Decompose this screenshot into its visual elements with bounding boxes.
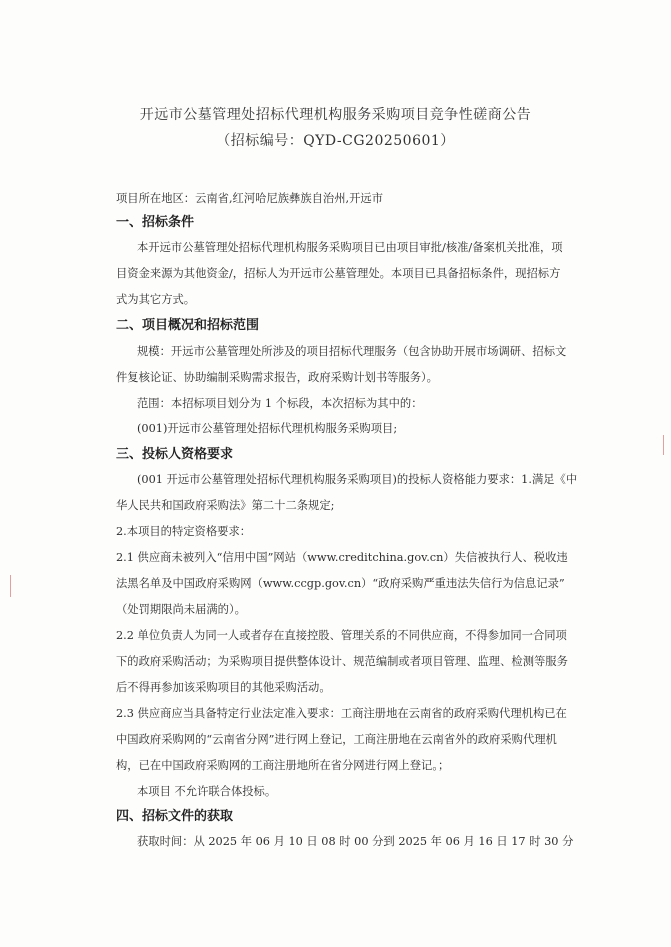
section-heading-bidding-conditions: 一、招标条件 <box>116 215 195 230</box>
paragraph-line: （处罚期限尚未届满的）。 <box>116 603 246 616</box>
paragraph-line: (001)开远市公墓管理处招标代理机构服务采购项目; <box>137 422 398 435</box>
project-location: 项目所在地区：云南省,红河哈尼族彝族自治州,开远市 <box>116 192 384 205</box>
section-heading-obtaining-documents: 四、招标文件的获取 <box>116 809 234 824</box>
paragraph-line: 目资金来源为其他资金/，招标人为开远市公墓管理处。本项目已具备招标条件，现招标方 <box>116 267 561 280</box>
paragraph-line: 规模：开远市公墓管理处所涉及的项目招标代理服务（包含协助开展市场调研、招标文 <box>137 345 567 358</box>
paragraph-line: 中国政府采购网的“云南省分网”进行网上登记，工商注册地在云南省外的政府采购代理机 <box>116 733 557 746</box>
section-heading-bidder-qualifications: 三、投标人资格要求 <box>116 447 234 462</box>
paragraph-line: 2.2 单位负责人为同一人或者存在直接控股、管理关系的不同供应商，不得参加同一合同项 <box>116 629 567 642</box>
paragraph-line: 获取时间：从 2025 年 06 月 10 日 08 时 00 分到 2025 年 06 月 16 日 17 时 30 分 <box>137 835 574 848</box>
paragraph-line: 构，已在中国政府采购网的工商注册地所在省分网进行网上登记。； <box>116 759 450 772</box>
paragraph-line: 式为其它方式。 <box>116 293 196 306</box>
scan-mark <box>663 435 664 455</box>
paragraph-line: 2.1 供应商未被列入“信用中国”网站（www.creditchina.gov.cn）失信被执行人、税收违 <box>116 551 568 564</box>
paragraph-line: 后不得再参加该采购项目的其他采购活动。 <box>116 681 331 694</box>
paragraph-line: 本项目 不允许联合体投标。 <box>137 785 277 798</box>
paragraph-line: 件复核论证、协助编制采购需求报告，政府采购计划书等服务）。 <box>116 371 438 384</box>
paragraph-line: 范围：本招标项目划分为 1 个标段，本次招标为其中的： <box>137 397 423 410</box>
paragraph-line: 华人民共和国政府采购法》第二十二条规定; <box>116 499 335 512</box>
tender-number: （招标编号：QYD-CG20250601） <box>216 133 455 149</box>
paragraph-line: 2.3 供应商应当具备特定行业法定准入要求：工商注册地在云南省的政府采购代理机构已在 <box>116 707 567 720</box>
paragraph-line: 2.本项目的特定资格要求： <box>116 525 252 538</box>
paragraph-line: 法黑名单及中国政府采购网（www.ccgp.gov.cn）“政府采购严重违法失信行为信息记录” <box>116 577 565 590</box>
document-title: 开远市公墓管理处招标代理机构服务采购项目竞争性磋商公告 <box>139 107 532 123</box>
section-heading-project-overview: 二、项目概况和招标范围 <box>116 318 260 333</box>
paragraph-line: (001 开远市公墓管理处招标代理机构服务采购项目)的投标人资格能力要求：1.满足《中 <box>137 473 578 486</box>
scan-mark <box>10 575 11 597</box>
paragraph-line: 下的政府采购活动；为采购项目提供整体设计、规范编制或者项目管理、监理、检测等服务 <box>116 655 568 668</box>
paragraph-line: 本开远市公墓管理处招标代理机构服务采购项目已由项目审批/核准/备案机关批准，项 <box>137 241 563 254</box>
